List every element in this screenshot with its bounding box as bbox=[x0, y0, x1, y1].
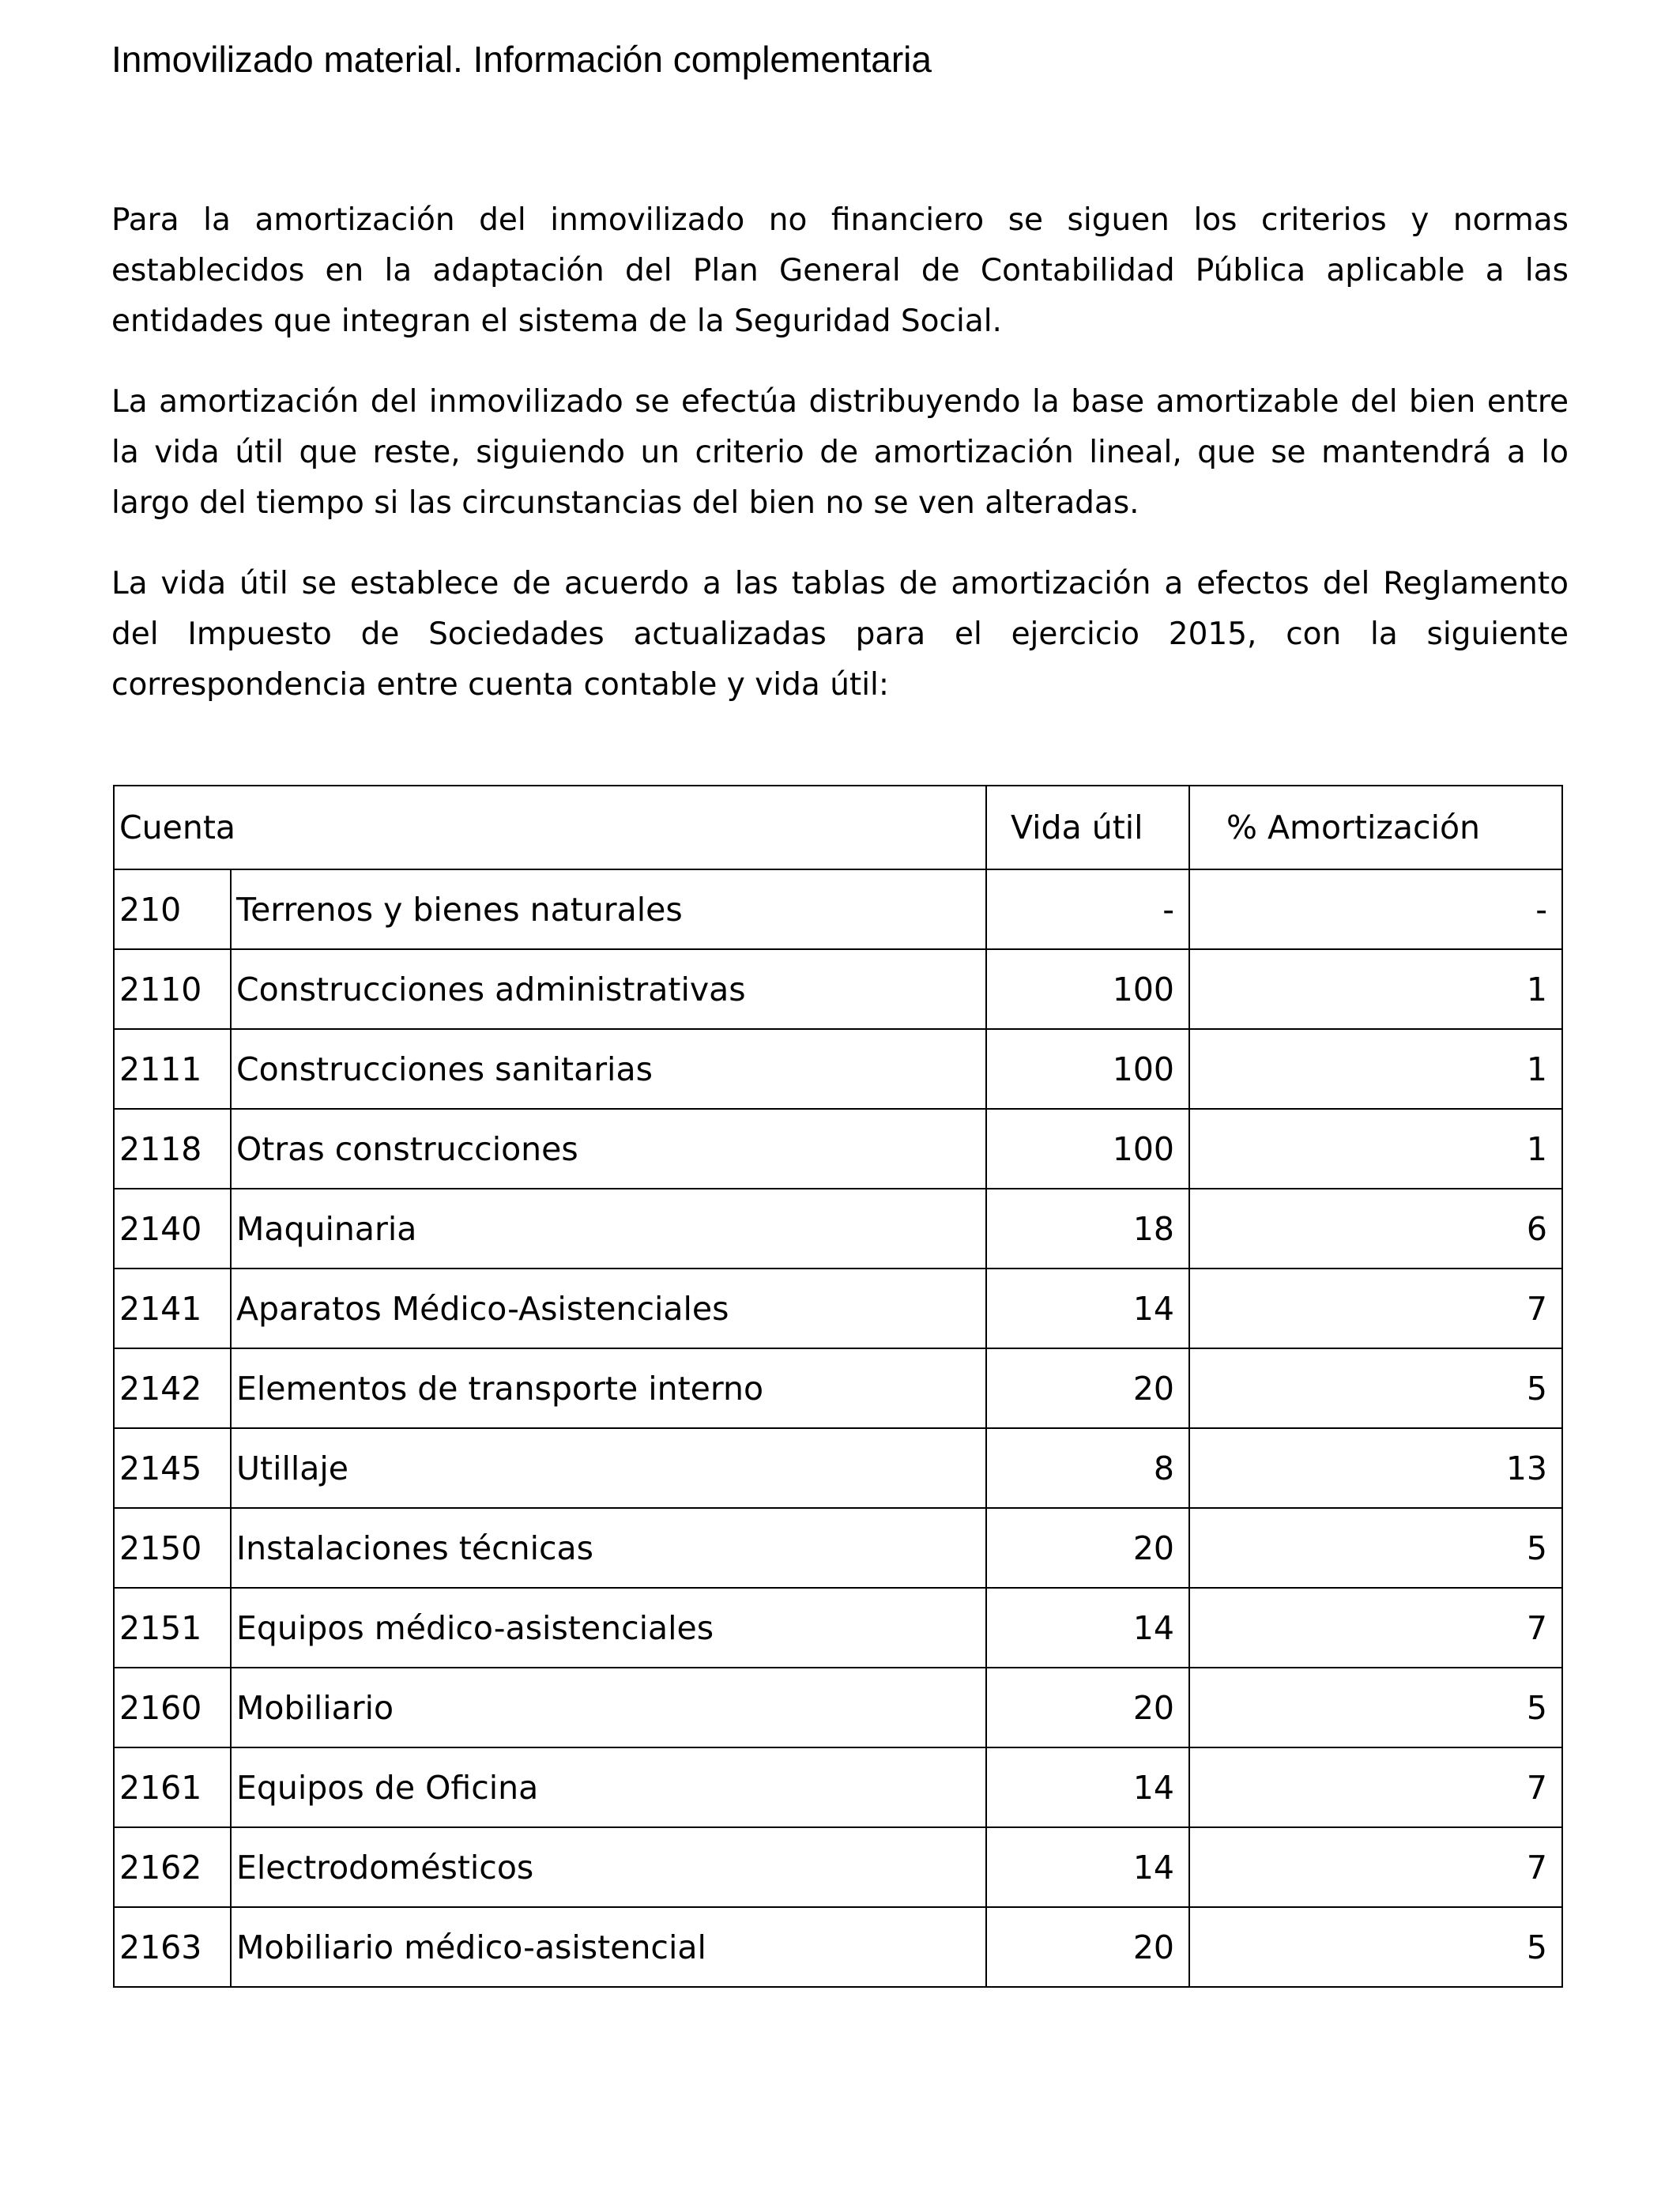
amortizacion-value: 5 bbox=[1189, 1508, 1562, 1588]
amortizacion-value: 5 bbox=[1189, 1668, 1562, 1747]
table-row bbox=[114, 949, 1562, 1029]
table-row bbox=[114, 1109, 1562, 1189]
vida-util-value: 14 bbox=[986, 1588, 1189, 1668]
account-code: 2110 bbox=[114, 949, 231, 1029]
vida-util-value: 20 bbox=[986, 1348, 1189, 1428]
table-row bbox=[114, 1588, 1562, 1668]
amortizacion-value: 7 bbox=[1189, 1269, 1562, 1348]
account-name: Otras construcciones bbox=[231, 1109, 986, 1189]
table-row bbox=[114, 1189, 1562, 1269]
paragraph-amortizacion-lineal: La amortización del inmovilizado se efectúa distribuyendo la base amortizable del bien entre la vida útil que reste, siguiendo un criterio de amortización lineal, que se mantendrá a lo largo del tiempo si las circunstancias del bien no se ven alteradas. bbox=[111, 384, 1569, 521]
amortizacion-value: 1 bbox=[1189, 1029, 1562, 1109]
table-row bbox=[114, 1029, 1562, 1109]
account-code: 2150 bbox=[114, 1508, 231, 1588]
account-code: 2161 bbox=[114, 1747, 231, 1827]
account-name: Mobiliario médico-asistencial bbox=[231, 1907, 986, 1987]
amortizacion-value: 13 bbox=[1189, 1428, 1562, 1508]
header-amortizacion: % Amortización bbox=[1189, 786, 1562, 869]
amortizacion-value: 7 bbox=[1189, 1588, 1562, 1668]
amortization-table-body bbox=[114, 786, 1562, 1987]
vida-util-value: 20 bbox=[986, 1907, 1189, 1987]
account-code: 2145 bbox=[114, 1428, 231, 1508]
vida-util-value: 100 bbox=[986, 949, 1189, 1029]
paragraph-criterios: Para la amortización del inmovilizado no financiero se siguen los criterios y normas establecidos en la adaptación del Plan General de Contabilidad Pública aplicable a las entidades que integran el sistema de la Seguridad Social. bbox=[111, 202, 1569, 339]
table-row bbox=[114, 1827, 1562, 1907]
table-row bbox=[114, 869, 1562, 949]
account-name: Terrenos y bienes naturales bbox=[231, 869, 986, 949]
vida-util-value: 8 bbox=[986, 1428, 1189, 1508]
amortization-table bbox=[113, 785, 1563, 1988]
account-code: 2140 bbox=[114, 1189, 231, 1269]
vida-util-value: 100 bbox=[986, 1109, 1189, 1189]
account-code: 2118 bbox=[114, 1109, 231, 1189]
account-code: 2141 bbox=[114, 1269, 231, 1348]
account-name: Construcciones sanitarias bbox=[231, 1029, 986, 1109]
document-title: Inmovilizado material. Información complementaria bbox=[111, 39, 932, 80]
account-code: 2111 bbox=[114, 1029, 231, 1109]
vida-util-value: 100 bbox=[986, 1029, 1189, 1109]
amortizacion-value: 6 bbox=[1189, 1189, 1562, 1269]
amortizacion-value: 7 bbox=[1189, 1747, 1562, 1827]
body-text bbox=[111, 195, 1569, 741]
table-row bbox=[114, 1907, 1562, 1987]
header-cuenta: Cuenta bbox=[114, 786, 986, 869]
account-code: 2151 bbox=[114, 1588, 231, 1668]
vida-util-value: 14 bbox=[986, 1827, 1189, 1907]
vida-util-value: 14 bbox=[986, 1747, 1189, 1827]
account-name: Aparatos Médico-Asistenciales bbox=[231, 1269, 986, 1348]
account-name: Equipos médico-asistenciales bbox=[231, 1588, 986, 1668]
account-name: Electrodomésticos bbox=[231, 1827, 986, 1907]
amortizacion-value: 5 bbox=[1189, 1348, 1562, 1428]
vida-util-value: - bbox=[986, 869, 1189, 949]
table-row bbox=[114, 1508, 1562, 1588]
amortizacion-value: 1 bbox=[1189, 949, 1562, 1029]
vida-util-value: 18 bbox=[986, 1189, 1189, 1269]
table-row bbox=[114, 1747, 1562, 1827]
account-name: Elementos de transporte interno bbox=[231, 1348, 986, 1428]
table-row bbox=[114, 1668, 1562, 1747]
vida-util-value: 20 bbox=[986, 1668, 1189, 1747]
account-name: Instalaciones técnicas bbox=[231, 1508, 986, 1588]
table-row bbox=[114, 1348, 1562, 1428]
account-name: Equipos de Oficina bbox=[231, 1747, 986, 1827]
account-code: 2160 bbox=[114, 1668, 231, 1747]
account-code: 2142 bbox=[114, 1348, 231, 1428]
account-name: Maquinaria bbox=[231, 1189, 986, 1269]
account-name: Construcciones administrativas bbox=[231, 949, 986, 1029]
account-code: 210 bbox=[114, 869, 231, 949]
amortizacion-value: 5 bbox=[1189, 1907, 1562, 1987]
amortizacion-value: - bbox=[1189, 869, 1562, 949]
table-header-row bbox=[114, 786, 1562, 869]
amortizacion-value: 1 bbox=[1189, 1109, 1562, 1189]
amortizacion-value: 7 bbox=[1189, 1827, 1562, 1907]
table-row bbox=[114, 1428, 1562, 1508]
account-code: 2162 bbox=[114, 1827, 231, 1907]
vida-util-value: 20 bbox=[986, 1508, 1189, 1588]
vida-util-value: 14 bbox=[986, 1269, 1189, 1348]
table-row bbox=[114, 1269, 1562, 1348]
paragraph-vida-util: La vida útil se establece de acuerdo a las tablas de amortización a efectos del Reglamento del Impuesto de Sociedades actualizadas para el ejercicio 2015, con la siguiente correspondencia entre cuenta contable y vida útil: bbox=[111, 566, 1569, 703]
account-name: Utillaje bbox=[231, 1428, 986, 1508]
account-code: 2163 bbox=[114, 1907, 231, 1987]
account-name: Mobiliario bbox=[231, 1668, 986, 1747]
header-vida-util: Vida útil bbox=[986, 786, 1189, 869]
